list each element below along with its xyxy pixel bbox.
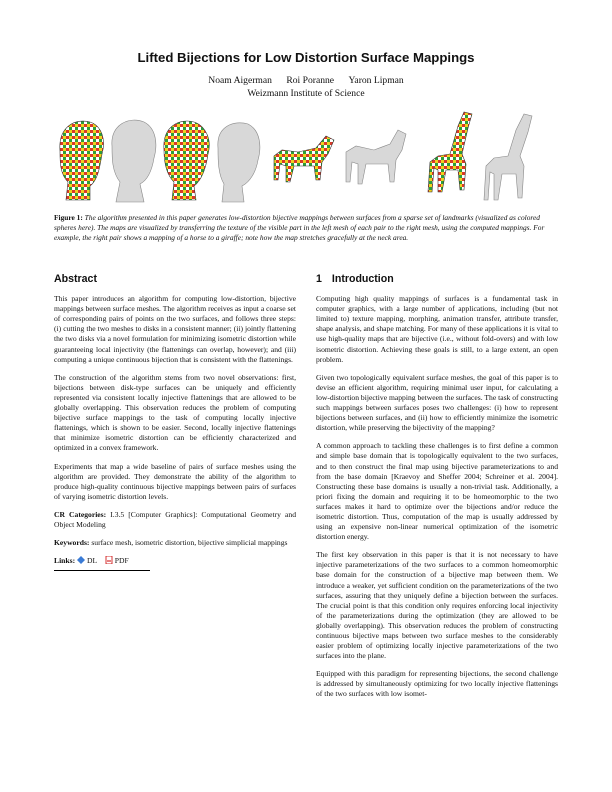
paper-title: Lifted Bijections for Low Distortion Surface Mappings — [137, 50, 475, 65]
abstract-heading: Abstract — [54, 273, 97, 285]
footnote-rule — [54, 570, 150, 571]
textured-horse — [274, 136, 334, 182]
section-title: Introduction — [331, 273, 394, 285]
intro-paragraph: Given two topologically equivalent surface meshes, the goal of this paper is to devise an efficient algorithm, requiring minimal user input, for calculating a low-distortion bijective mapping between the surfaces. The task of constructing such mappings between surfaces poses two challenges: (i) how to represent bijections between surfaces, and (ii) how to efficiently minimize the isometric distortion, while preserving the bijectivity of the mapping? — [316, 372, 558, 433]
affiliation: Weizmann Institute of Science — [247, 88, 365, 99]
plain-horse — [346, 130, 406, 184]
intro-paragraph: The first key observation in this paper is that it is not necessary to have injective parameterizations of the two surfaces to a common homeomorphic base domain for the construction of a bijective map between them. We introduce a weaker, yet sufficient condition on the parameterizations of the two surfaces, assuring that they uniquely define a bijection between the surfaces. The crucial point is that this condition only requires enforcing local injectivity of the parameterizations during the optimization (they are allowed to be globally overlapping). This observation reduces the problem of constructing continuous bijective maps between two surface meshes to the considerably easier problem of optimizing locally injective parameterizations of the two surfaces into the plane. — [316, 550, 558, 661]
author-name: Roi Poranne — [286, 75, 335, 86]
figure-caption — [54, 213, 558, 243]
abstract-paragraph: Experiments that map a wide baseline of pairs of surface meshes using the algorithm are provided. They demonstrate the ability of the algorithm to produce high-quality continuous bijective mappings between pairs of surfaces of varying isometric distortion levels. — [54, 461, 296, 501]
keywords-text: surface mesh, isometric distortion, bijective simplicial mappings — [91, 538, 288, 548]
left-column — [54, 274, 296, 571]
keywords — [54, 538, 296, 548]
caption-label: Figure 1: — [54, 213, 83, 222]
cr-text: I.3.5 [Computer Graphics]: Computational Geometry and Object Modeling — [54, 509, 297, 529]
textured-head-2 — [164, 121, 209, 200]
dl-icon — [77, 556, 85, 564]
links-row — [54, 556, 296, 566]
author-list — [0, 75, 612, 86]
cr-categories — [54, 510, 296, 530]
intro-paragraph: Equipped with this paradigm for representing bijections, the second challenge is addressed by simultaneously optimizing for two locally injective flattenings of the two surfaces with low isomet- — [316, 669, 558, 699]
plain-head-2 — [218, 123, 260, 202]
abstract-paragraph: The construction of the algorithm stems from two novel observations: first, bijections between disk-type surfaces can be uniquely and efficiently represented via consistent locally injective flattenings that are allowed to be globally overlapping. This observation reduces the problem of computing bijective surface mappings to the task of computing locally injective flattenings, which is shown to be easier. Second, locally injective flattenings that minimize isometric distortion can be efficiently characterized and optimized in a convex framework. — [54, 372, 296, 453]
caption-text: The algorithm presented in this paper generates low-distortion bijective mappings between surfaces from a sparse set of landmarks (visualized as colored spheres here). The maps are visualized by transferring the texture of the visible part in the left mesh of each pair to the right mesh, using the computed mappings. For example, the right pair shows a mapping of a horse to a giraffe; note how the map stretches gracefully at the neck area. — [54, 213, 545, 242]
abstract-paragraph: This paper introduces an algorithm for computing low-distortion, bijective mappings between surface meshes. The algorithm receives as input a coarse set of corresponding pairs of points on the two surfaces, and follows three steps: (i) cutting the two meshes to disks in a consistent manner; (ii) jointly flattening the two disks via a novel formulation for minimizing isometric distortion while guaranteeing local injectivity (the flattenings can overlap, however); and (iii) computing a unique continuous bijection that is consistent with the flattenings. — [54, 294, 296, 364]
textured-head-1 — [60, 121, 104, 200]
right-column — [316, 274, 558, 708]
author-name: Yaron Lipman — [348, 75, 404, 86]
section-number: 1 — [316, 273, 322, 285]
teaser-figure — [54, 106, 558, 206]
intro-paragraph: A common approach to tackling these challenges is to first define a common and simple base domain that is topologically equivalent to the two surfaces, and to then construct the final map using bijective parameterizations to and from the base domain [Kraevoy and Sheffer 2004; Schreiner et al. 2004]. Constructing these base domains is usually a non-trivial task. Additionally, a priori fixing the domain and requiring it to be homeomorphic to the two surfaces makes it hard to optimize over the bijections and/or reduce the isometric distortion. Thus, computation of the map is usually addressed by using an expensive non-linear numerical optimization of the isometric distortion energy. — [316, 441, 558, 542]
pdf-link-label: PDF — [114, 556, 129, 566]
pdf-link[interactable] — [105, 556, 129, 565]
plain-head-1 — [112, 120, 156, 202]
links-label: Links: — [54, 556, 76, 566]
cr-label: CR Categories: — [54, 509, 107, 519]
dl-link-label: DL — [87, 556, 97, 566]
keywords-label: Keywords: — [54, 538, 90, 548]
plain-giraffe — [484, 114, 532, 200]
dl-link[interactable] — [77, 556, 99, 565]
intro-paragraph: Computing high quality mappings of surfaces is a fundamental task in computer graphics, with a large number of applications, including (but not limited to) texture mapping, morphing, animation transfer, attribute transfer, shape analysis, and shape matching. For many of these applications it is vital to use high-quality maps that are bijective (i.e., without fold-overs) and with low isometric distortion. Achieving these goals is still, to a large extent, an open problem. — [316, 294, 558, 364]
introduction-heading — [316, 274, 558, 284]
author-name: Noam Aigerman — [208, 75, 272, 86]
pdf-icon — [105, 556, 113, 564]
textured-giraffe — [428, 112, 472, 192]
